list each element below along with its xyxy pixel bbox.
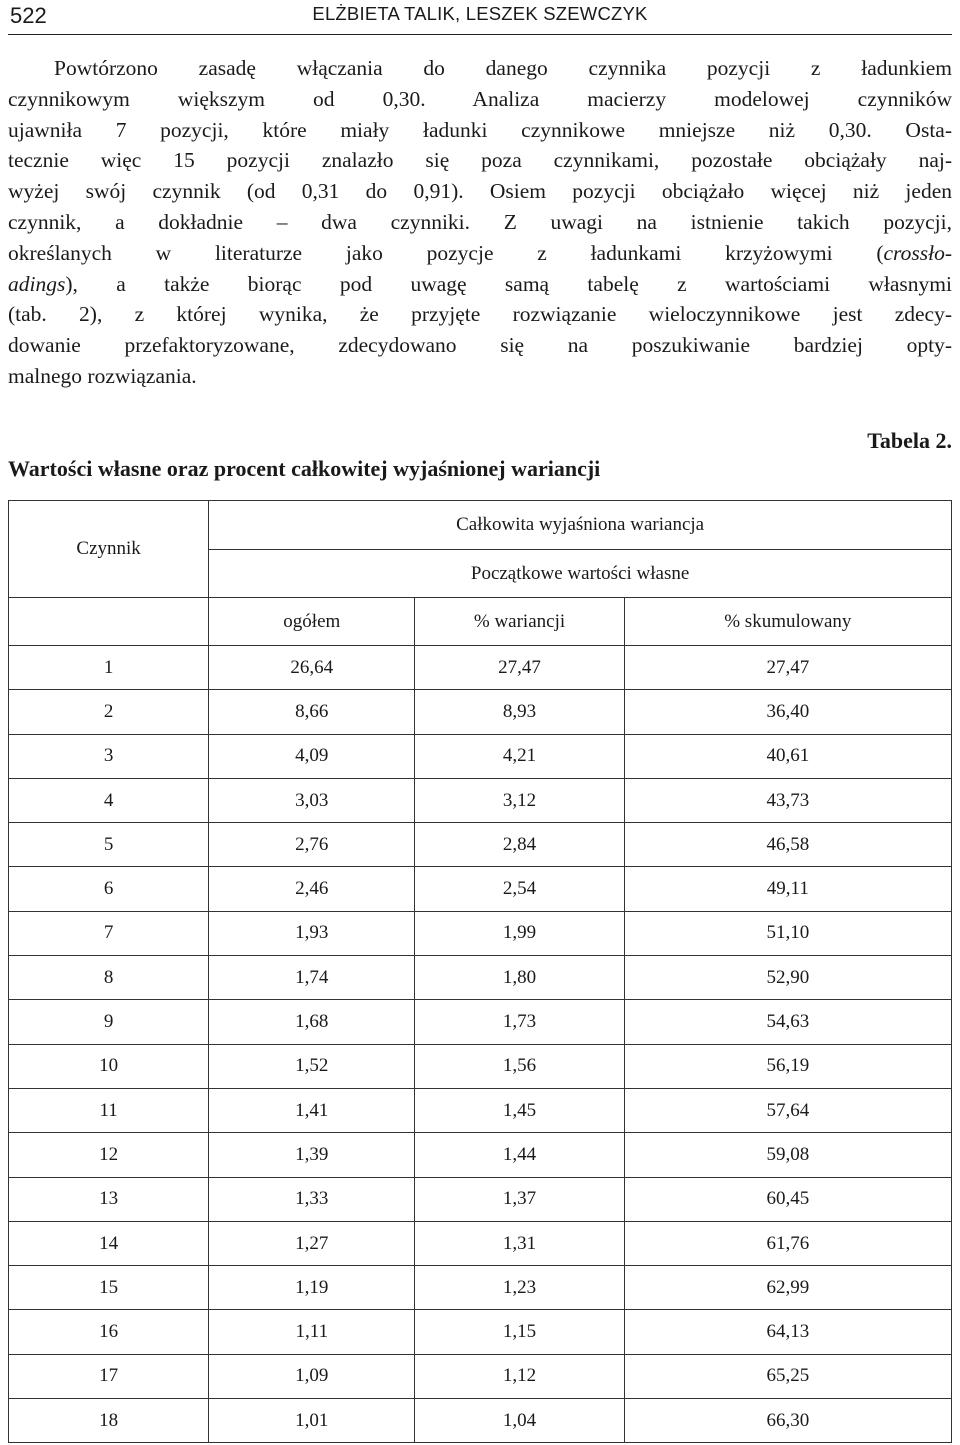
cell-cumulative: 46,58 <box>624 823 951 867</box>
cell-total: 1,11 <box>209 1310 415 1354</box>
cell-factor: 17 <box>9 1354 209 1398</box>
table-row <box>9 734 952 778</box>
cell-variance: 27,47 <box>415 646 624 690</box>
cell-factor: 6 <box>9 867 209 911</box>
paragraph-line: określanych w literaturze jako pozycje z ładunkami krzyżowymi (crossło- <box>8 240 952 265</box>
paragraph-line: (tab. 2), z której wynika, że przyjęte rozwiązanie wieloczynnikowe jest zdecy- <box>8 302 952 327</box>
paragraph-line: wyżej swój czynnik (od 0,31 do 0,91). Osiem pozycji obciążało więcej niż jeden <box>8 179 952 204</box>
cell-cumulative: 51,10 <box>624 911 951 955</box>
page-number: 522 <box>10 3 47 28</box>
paragraph-line: ujawniła 7 pozycji, które miały ładunki czynnikowe mniejsze niż 0,30. Osta- <box>8 117 952 142</box>
cell-total: 1,68 <box>209 1000 415 1044</box>
table-row <box>9 646 952 690</box>
cell-cumulative: 40,61 <box>624 734 951 778</box>
table-title: Wartości własne oraz procent całkowitej wyjaśnionej wariancji <box>8 456 601 481</box>
cell-factor: 3 <box>9 734 209 778</box>
paragraph-line: czynnik, a dokładnie – dwa czynniki. Z uwagi na istnienie takich pozycji, <box>8 209 952 234</box>
cell-variance: 1,73 <box>415 1000 624 1044</box>
cell-variance: 1,45 <box>415 1088 624 1132</box>
cell-total: 3,03 <box>209 778 415 822</box>
cell-variance: 1,44 <box>415 1133 624 1177</box>
cell-cumulative: 36,40 <box>624 690 951 734</box>
cell-total: 1,41 <box>209 1088 415 1132</box>
cell-cumulative: 43,73 <box>624 778 951 822</box>
cell-cumulative: 62,99 <box>624 1266 951 1310</box>
cell-factor: 10 <box>9 1044 209 1088</box>
cell-factor: 5 <box>9 823 209 867</box>
paragraph-line: adings), a także biorąc pod uwagę samą tabelę z wartościami własnymi <box>8 271 952 296</box>
cell-total: 1,01 <box>209 1399 415 1443</box>
cell-cumulative: 56,19 <box>624 1044 951 1088</box>
cell-total: 2,76 <box>209 823 415 867</box>
cell-factor: 2 <box>9 690 209 734</box>
cell-variance: 1,04 <box>415 1399 624 1443</box>
cell-factor: 8 <box>9 956 209 1000</box>
table-row <box>9 1221 952 1265</box>
running-head: ELŻBIETA TALIK, LESZEK SZEWCZYK <box>312 3 648 24</box>
table-row <box>9 1133 952 1177</box>
table-body <box>9 646 952 1443</box>
cell-cumulative: 52,90 <box>624 956 951 1000</box>
cell-cumulative: 49,11 <box>624 867 951 911</box>
cell-total: 1,19 <box>209 1266 415 1310</box>
cell-cumulative: 59,08 <box>624 1133 951 1177</box>
cell-total: 1,93 <box>209 911 415 955</box>
cell-factor: 4 <box>9 778 209 822</box>
cell-variance: 2,54 <box>415 867 624 911</box>
eigenvalues-table <box>8 500 952 1443</box>
table-row <box>9 1044 952 1088</box>
cell-cumulative: 60,45 <box>624 1177 951 1221</box>
cell-variance: 1,80 <box>415 956 624 1000</box>
table-row <box>9 1177 952 1221</box>
cell-factor: 1 <box>9 646 209 690</box>
header-total: ogółem <box>209 598 415 646</box>
cell-total: 8,66 <box>209 690 415 734</box>
cell-factor: 13 <box>9 1177 209 1221</box>
paragraph-line: dowanie przefaktoryzowane, zdecydowano się na poszukiwanie bardziej opty- <box>8 333 952 358</box>
table-row <box>9 823 952 867</box>
cell-cumulative: 66,30 <box>624 1399 951 1443</box>
table-number: Tabela 2. <box>867 428 952 453</box>
cell-variance: 1,37 <box>415 1177 624 1221</box>
cell-variance: 1,12 <box>415 1354 624 1398</box>
paragraph-line: tecznie więc 15 pozycji znalazło się poza czynnikami, pozostałe obciążały naj- <box>8 148 952 173</box>
cell-cumulative: 61,76 <box>624 1221 951 1265</box>
cell-factor: 9 <box>9 1000 209 1044</box>
cell-factor: 15 <box>9 1266 209 1310</box>
cell-total: 1,27 <box>209 1221 415 1265</box>
cell-variance: 1,23 <box>415 1266 624 1310</box>
table-row <box>9 1000 952 1044</box>
cell-cumulative: 64,13 <box>624 1310 951 1354</box>
cell-factor: 18 <box>9 1399 209 1443</box>
cell-total: 1,52 <box>209 1044 415 1088</box>
cell-total: 1,74 <box>209 956 415 1000</box>
table-row <box>9 1310 952 1354</box>
table-row <box>9 867 952 911</box>
table-row <box>9 956 952 1000</box>
cell-variance: 4,21 <box>415 734 624 778</box>
cell-variance: 8,93 <box>415 690 624 734</box>
cell-variance: 1,99 <box>415 911 624 955</box>
cell-total: 1,33 <box>209 1177 415 1221</box>
header-factor: Czynnik <box>9 501 209 598</box>
table-row <box>9 911 952 955</box>
cell-cumulative: 57,64 <box>624 1088 951 1132</box>
header-subgroup: Początkowe wartości własne <box>209 550 952 598</box>
cell-total: 4,09 <box>209 734 415 778</box>
cell-factor: 14 <box>9 1221 209 1265</box>
table-row <box>9 690 952 734</box>
table-row <box>9 1399 952 1443</box>
page-header <box>8 0 952 35</box>
cell-cumulative: 65,25 <box>624 1354 951 1398</box>
cell-cumulative: 27,47 <box>624 646 951 690</box>
cell-factor: 16 <box>9 1310 209 1354</box>
table-row <box>9 1266 952 1310</box>
header-group: Całkowita wyjaśniona wariancja <box>209 501 952 550</box>
paragraph-line: Powtórzono zasadę włączania do danego czynnika pozycji z ładunkiem <box>54 56 952 80</box>
cell-total: 2,46 <box>209 867 415 911</box>
cell-factor: 11 <box>9 1088 209 1132</box>
cell-total: 26,64 <box>209 646 415 690</box>
paragraph-line: czynnikowym większym od 0,30. Analiza macierzy modelowej czynników <box>8 86 952 111</box>
header-cumulative: % skumulowany <box>624 598 951 646</box>
cell-cumulative: 54,63 <box>624 1000 951 1044</box>
cell-variance: 1,15 <box>415 1310 624 1354</box>
cell-variance: 2,84 <box>415 823 624 867</box>
cell-factor: 7 <box>9 911 209 955</box>
cell-variance: 1,56 <box>415 1044 624 1088</box>
table-row <box>9 1088 952 1132</box>
cell-variance: 1,31 <box>415 1221 624 1265</box>
paragraph-line: malnego rozwiązania. <box>8 363 197 388</box>
cell-factor: 12 <box>9 1133 209 1177</box>
table-row <box>9 778 952 822</box>
cell-total: 1,09 <box>209 1354 415 1398</box>
cell-total: 1,39 <box>209 1133 415 1177</box>
header-variance: % wariancji <box>415 598 624 646</box>
body-paragraph <box>8 53 952 392</box>
cell-variance: 3,12 <box>415 778 624 822</box>
header-empty <box>9 598 209 646</box>
table-row <box>9 1354 952 1398</box>
